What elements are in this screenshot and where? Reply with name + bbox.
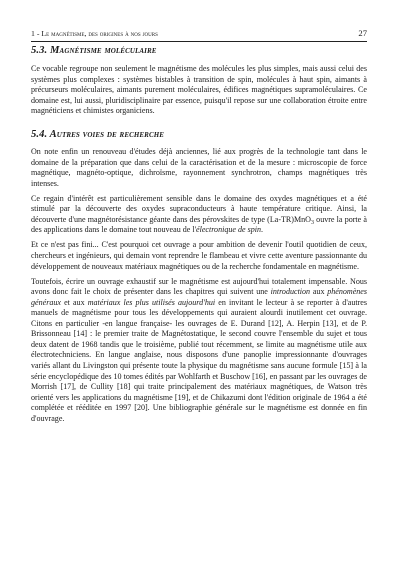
running-header: [31, 28, 367, 42]
section-heading-5-3: 5.3. Magnétisme moléculaire: [31, 45, 157, 56]
text-run: .: [260, 225, 263, 235]
paragraph: Et ce n'est pas fini... C'est pourquoi cet ouvrage a pour ambition de devenir l'outil quotidien de ceux, chercheurs et ingénieurs, qui demain vont reprendre le flambeau et vivre cette aventure passionnante du développement de nouveaux matériaux magnétiques ou de la recherche fondamentale en magnétisme.: [31, 240, 367, 271]
paragraph: [31, 194, 367, 236]
page-body: [31, 45, 367, 429]
subscript: 3: [310, 219, 314, 226]
emphasis: matériaux les plus utilisés aujourd'hui: [87, 297, 216, 307]
text-run: et aux: [60, 297, 88, 307]
emphasis: introduction: [270, 287, 311, 297]
page-number: 27: [358, 28, 367, 38]
text-run: Ce regain d'intérêt est particulièrement sensible dans le domaine des oxydes magnétiques et a été stimulé par la découverte des oxydes supraconducteurs à haute température critique. Ainsi, la découverte d'une magnétorésistance géante dans des pérovskites de type (La-TR)MnO: [31, 193, 367, 224]
emphasis: phénomènes généraux: [31, 287, 367, 307]
paragraph: On note enfin un renouveau d'études déjà anciennes, lié aux progrès de la technologie tant dans le domaine de la préparation que dans celui de la caractérisation et de la mesure : microscopie de force magnétique, magnéto-optique, dichroïsme, rayonnement synchrotron, champs magnétiques très intenses.: [31, 147, 367, 188]
paragraph: [31, 277, 367, 425]
section-heading-5-4: 5.4. Autres voies de recherche: [31, 128, 165, 140]
text-run: ouvre la porte à des applications dans le domaine tout nouveau de l': [31, 214, 367, 235]
running-title: 1 - Le magnétisme, des origines à nos jours: [31, 29, 158, 38]
emphasis: électronique de spin: [196, 225, 261, 235]
text-run: cet ouvrage. Citons en particulier -en langue française- les ouvrages de E. Durand [12], A. Herpin [13], et de P. Brissonneau [14] : le premier traite de Magnétostatique, le second couvre l'ensemble du sujet et tous deux datent de 1968 tandis que le troisième, publié tout récemment, se limite au magnétisme utile aux électrotechniciens. En langue anglaise, nous disposons d'une panoplie impressionnante d'ouvrages variés allant du Livingston qui présente toute la physique du magnétisme sans aucune formule [15] à la série encyclopédique des 10 tomes édités par Wohlfarth et Buschow [16], en passant par les ouvrages de Morrish [17], de Cullity [18] qui traite principalement des matériaux magnétiques, de Watson très orienté vers les applications du magnétisme [19], et de Chikazumi dont l'édition originale de 1964 a été complétée et rééditée en 1997 [20]. Une bibliographie générale sur le magnétisme est donnée en fin d'ouvrage.: [31, 308, 367, 423]
text-run: Toutefois, écrire un ouvrage exhaustif sur le magnétisme est aujourd'hui totalement impensable. Nous avons donc fait le choix de présenter dans les chapitres qui suivent une: [31, 276, 367, 297]
paragraph: Ce vocable regroupe non seulement le magnétisme des molécules les plus simples, mais aussi celui des systèmes plus complexes : systèmes bistables à transition de spin, molécules à haut spin, aimants à précurseurs moléculaires, aimants purement moléculaires, édifices magnétiques supramoléculaires. Ce domaine est, lui aussi, pluridisciplinaire par essence, puisqu'il repose sur une collaboration étroite entre magnéticiens et chimistes organiciens.: [31, 64, 367, 116]
text-run: en invitant le lecteur à se reporter à d'autres manuels de magnétisme pour tous les développements qui auraient alourdi inutilement: [31, 297, 367, 318]
text-run: aux: [310, 287, 328, 297]
